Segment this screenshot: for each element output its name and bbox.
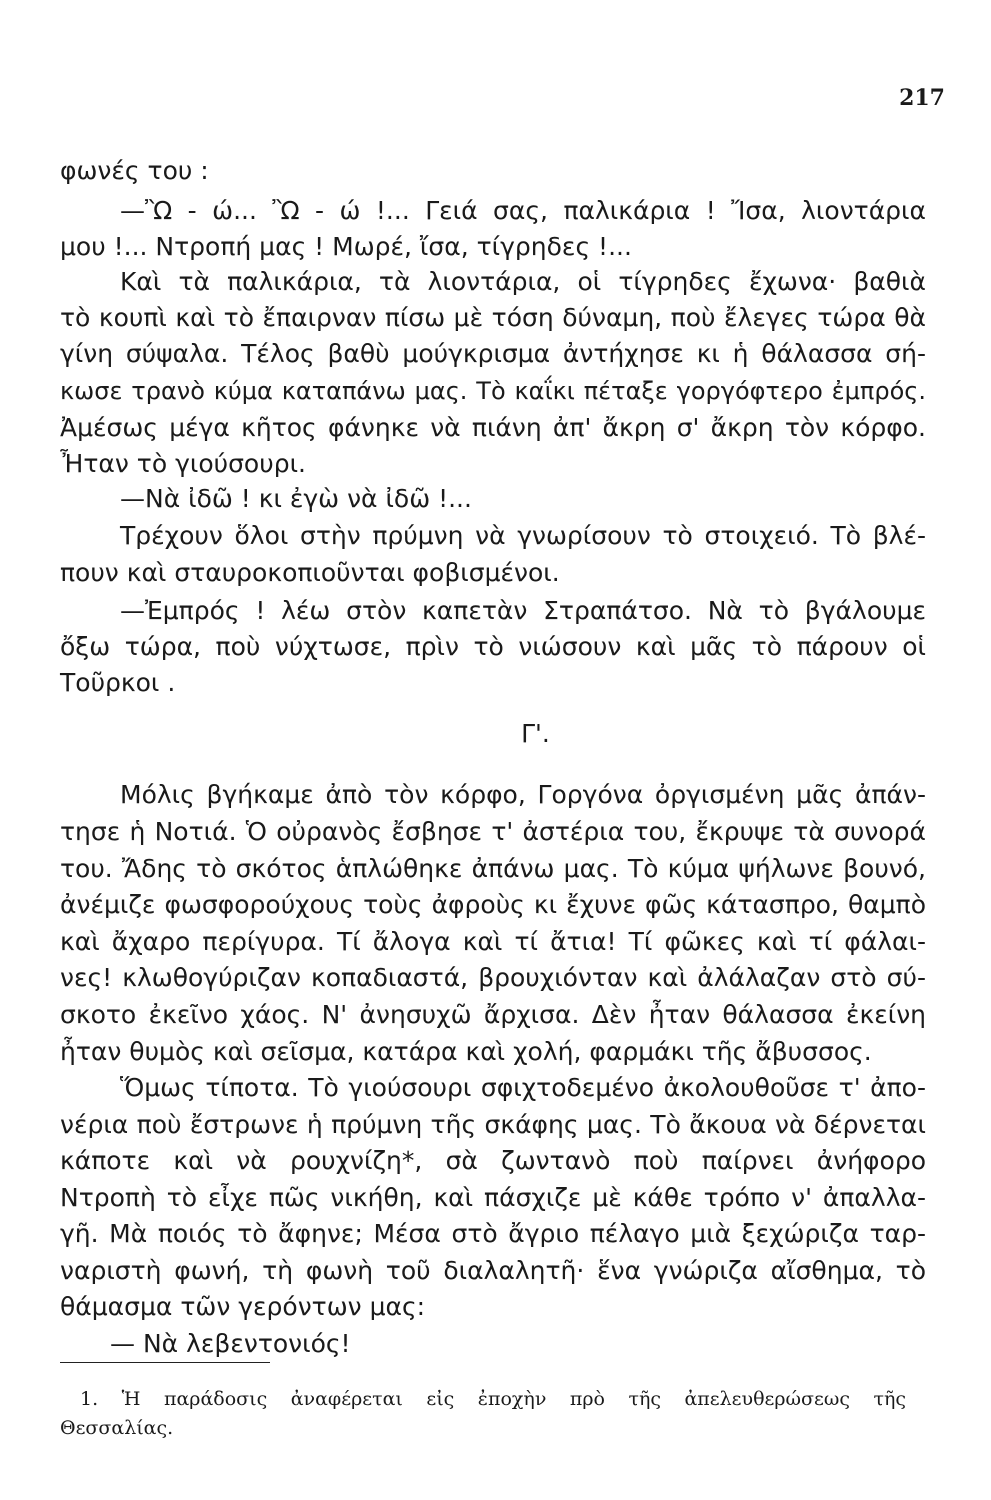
text-line: νέρια ποὺ ἔστρωνε ἡ πρύμνη τῆς σκάφης μας. Τὸ ἄκουα νὰ δέρνεται [60, 1110, 926, 1139]
text-line: — Νὰ λεβεντονιός! [110, 1329, 351, 1358]
text-line: νες! κλωθογύριζαν κοπαδιαστά, βρουχιόνταν καὶ ἀλάλαζαν στὸ σύ- [60, 963, 926, 992]
text-line: γίνη σύψαλα. Τέλος βαθὺ μούγκρισμα ἀντήχησε κι ἡ θάλασσα σή- [60, 339, 926, 368]
text-line: ὄξω τώρα, ποὺ νύχτωσε, πρὶν τὸ νιώσουν καὶ μᾶς τὸ πάρουν οἱ [60, 632, 926, 661]
text-line: σκοτο ἐκεῖνο χάος. Ν' ἀνησυχῶ ἄρχισα. Δὲν ἦταν θάλασσα ἐκείνη [60, 1000, 926, 1029]
text-line: Ὅμως τίποτα. Τὸ γιούσουρι σφιχτοδεμένο ἀκολουθοῦσε τ' ἀπο- [120, 1073, 926, 1102]
text-line: μου !... Ντροπή μας ! Μωρέ, ἴσα, τίγρηδες !... [60, 232, 632, 261]
text-line: Καὶ τὰ παλικάρια, τὰ λιοντάρια, οἱ τίγρηδες ἔχωνα· βαθιὰ [120, 267, 926, 296]
section-heading: Γ'. [521, 719, 550, 748]
text-line: Ντροπὴ τὸ εἶχε πῶς νικήθη, καὶ πάσχιζε μὲ κάθε τρόπο ν' ἀπαλλα- [60, 1183, 926, 1212]
text-line: κάποτε καὶ νὰ ρουχνίζη*, σὰ ζωντανὸ ποὺ παίρνει ἀνήφορο [60, 1146, 926, 1175]
text-line: —Νὰ ἰδῶ ! κι ἐγὼ νὰ ἰδῶ !... [120, 484, 472, 513]
text-line: τησε ἡ Νοτιά. Ὁ οὐρανὸς ἔσβησε τ' ἀστέρια του, ἔκρυψε τὰ συνορά [60, 817, 926, 846]
text-line: Ἀμέσως μέγα κῆτος φάνηκε νὰ πιάνη ἀπ' ἄκρη σ' ἄκρη τὸν κόρφο. [60, 413, 926, 442]
text-line: —Ἐμπρός ! λέω στὸν καπετὰν Στραπάτσο. Νὰ τὸ βγάλουμε [120, 596, 926, 625]
footnote-divider [60, 1362, 270, 1363]
text-line: ἦταν θυμὸς καὶ σεῖσμα, κατάρα καὶ χολή, φαρμάκι τῆς ἄβυσσος. [60, 1037, 872, 1066]
text-line: καὶ ἄχαρο περίγυρα. Τί ἄλογα καὶ τί ἄτια! Τί φῶκες καὶ τί φάλαι- [60, 927, 926, 956]
text-line: κωσε τρανὸ κύμα καταπάνω μας. Τὸ καΐκι πέταξε γοργόφτερο ἐμπρός. [60, 377, 926, 405]
page-number: 217 [899, 85, 945, 111]
text-line: του. Ἄδης τὸ σκότος ἁπλώθηκε ἀπάνω μας. Τὸ κύμα ψήλωνε βουνό, [60, 854, 926, 883]
text-line: Μόλις βγήκαμε ἀπὸ τὸν κόρφο, Γοργόνα ὀργισμένη μᾶς ἀπάν- [120, 780, 926, 809]
footnote-line: Θεσσαλίας. [60, 1417, 174, 1439]
text-line: ναριστὴ φωνή, τὴ φωνὴ τοῦ διαλαλητῆ· ἕνα γνώριζα αἴσθημα, τὸ [60, 1256, 926, 1285]
text-line: θάμασμα τῶν γερόντων μας: [60, 1292, 426, 1321]
text-line: φωνές του : [60, 156, 209, 185]
text-line: ἀνέμιζε φωσφορούχους τοὺς ἀφροὺς κι ἔχυνε φῶς κάτασπρο, θαμπὸ [60, 890, 926, 919]
text-line: πουν καὶ σταυροκοπιοῦνται φοβισμένοι. [60, 558, 560, 587]
text-line: —Ὢ - ώ... Ὢ - ώ !... Γειά σας, παλικάρια ! Ἴσα, λιοντάρια [120, 196, 926, 225]
text-line: γῆ. Μὰ ποιός τὸ ἄφηνε; Μέσα στὸ ἄγριο πέλαγο μιὰ ξεχώριζα ταρ- [60, 1219, 926, 1248]
footnote-line: 1. Ἡ παράδοσις ἀναφέρεται εἰς ἐποχὴν πρὸ τῆς ἀπελευθερώσεως τῆς [80, 1388, 906, 1410]
text-line: Τοῦρκοι . [60, 668, 176, 697]
text-line: Ἦταν τὸ γιούσουρι. [60, 449, 306, 478]
text-line: Τρέχουν ὅλοι στὴν πρύμνη νὰ γνωρίσουν τὸ στοιχειό. Τὸ βλέ- [120, 521, 926, 550]
text-line: τὸ κουπὶ καὶ τὸ ἔπαιρναν πίσω μὲ τόση δύναμη, ποὺ ἔλεγες τώρα θὰ [60, 303, 926, 332]
